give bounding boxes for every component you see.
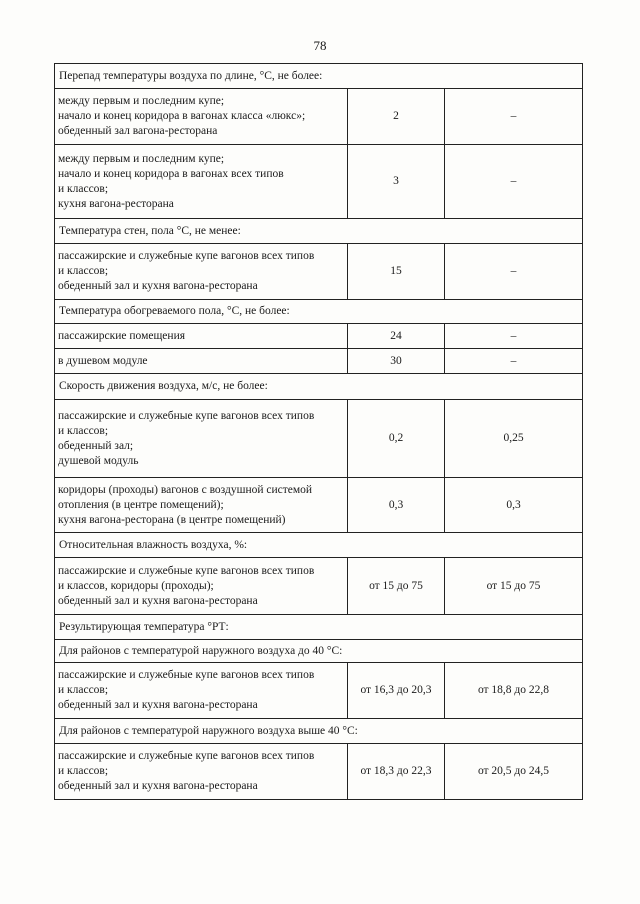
table-row	[55, 719, 583, 744]
row-description: коридоры (проходы) вагонов с воздушной системой отопления (в центре помещений); кухня вагона-ресторана (в центре помещений)	[55, 478, 348, 533]
table-row	[55, 145, 583, 219]
row-value-1: 0,3	[348, 478, 445, 533]
section-header: Результирующая температура °РТ:	[55, 615, 583, 640]
row-description: пассажирские и служебные купе вагонов всех типов и классов; обеденный зал; душевой модуль	[55, 400, 348, 478]
table-row	[55, 640, 583, 663]
table-row	[55, 533, 583, 558]
table-row	[55, 744, 583, 800]
table-row	[55, 64, 583, 89]
section-header: Температура стен, пола °С, не менее:	[55, 219, 583, 244]
row-value-2: от 18,8 до 22,8	[445, 663, 583, 719]
row-value-2: –	[445, 324, 583, 349]
row-description: пассажирские и служебные купе вагонов всех типов и классов; обеденный зал и кухня вагона-ресторана	[55, 744, 348, 800]
row-value-1: от 16,3 до 20,3	[348, 663, 445, 719]
table-row	[55, 558, 583, 615]
table-row	[55, 300, 583, 324]
row-value-1: от 18,3 до 22,3	[348, 744, 445, 800]
row-value-1: от 15 до 75	[348, 558, 445, 615]
row-value-1: 15	[348, 244, 445, 300]
row-value-1: 2	[348, 89, 445, 145]
section-header: Скорость движения воздуха, м/с, не более:	[55, 374, 583, 400]
row-value-2: –	[445, 89, 583, 145]
row-description: пассажирские и служебные купе вагонов всех типов и классов, коридоры (проходы); обеденный зал и кухня вагона-ресторана	[55, 558, 348, 615]
table-row	[55, 244, 583, 300]
row-value-1: 24	[348, 324, 445, 349]
table-row	[55, 374, 583, 400]
row-description: между первым и последним купе; начало и конец коридора в вагонах всех типов и классов; кухня вагона-ресторана	[55, 145, 348, 219]
section-header: Для районов с температурой наружного воздуха до 40 °С:	[55, 640, 583, 663]
table-row	[55, 478, 583, 533]
table-row	[55, 219, 583, 244]
row-value-2: –	[445, 244, 583, 300]
row-description: в душевом модуле	[55, 349, 348, 374]
row-value-2: от 15 до 75	[445, 558, 583, 615]
row-value-2: 0,25	[445, 400, 583, 478]
row-description: между первым и последним купе; начало и конец коридора в вагонах класса «люкс»; обеденный зал вагона-ресторана	[55, 89, 348, 145]
row-value-2: 0,3	[445, 478, 583, 533]
table-row	[55, 324, 583, 349]
section-header: Относительная влажность воздуха, %:	[55, 533, 583, 558]
row-description: пассажирские и служебные купе вагонов всех типов и классов; обеденный зал и кухня вагона-ресторана	[55, 244, 348, 300]
page-number: 78	[313, 38, 327, 53]
table-row	[55, 349, 583, 374]
section-header: Температура обогреваемого пола, °С, не более:	[55, 300, 583, 324]
row-value-2: –	[445, 349, 583, 374]
row-description: пассажирские помещения	[55, 324, 348, 349]
row-value-2: от 20,5 до 24,5	[445, 744, 583, 800]
row-value-1: 30	[348, 349, 445, 374]
table-row	[55, 615, 583, 640]
row-value-1: 3	[348, 145, 445, 219]
table-row	[55, 89, 583, 145]
table-row	[55, 663, 583, 719]
norms-table	[54, 63, 583, 800]
section-header: Перепад температуры воздуха по длине, °С, не более:	[55, 64, 583, 89]
section-header: Для районов с температурой наружного воздуха выше 40 °С:	[55, 719, 583, 744]
row-value-2: –	[445, 145, 583, 219]
table-row	[55, 400, 583, 478]
row-value-1: 0,2	[348, 400, 445, 478]
row-description: пассажирские и служебные купе вагонов всех типов и классов; обеденный зал и кухня вагона-ресторана	[55, 663, 348, 719]
